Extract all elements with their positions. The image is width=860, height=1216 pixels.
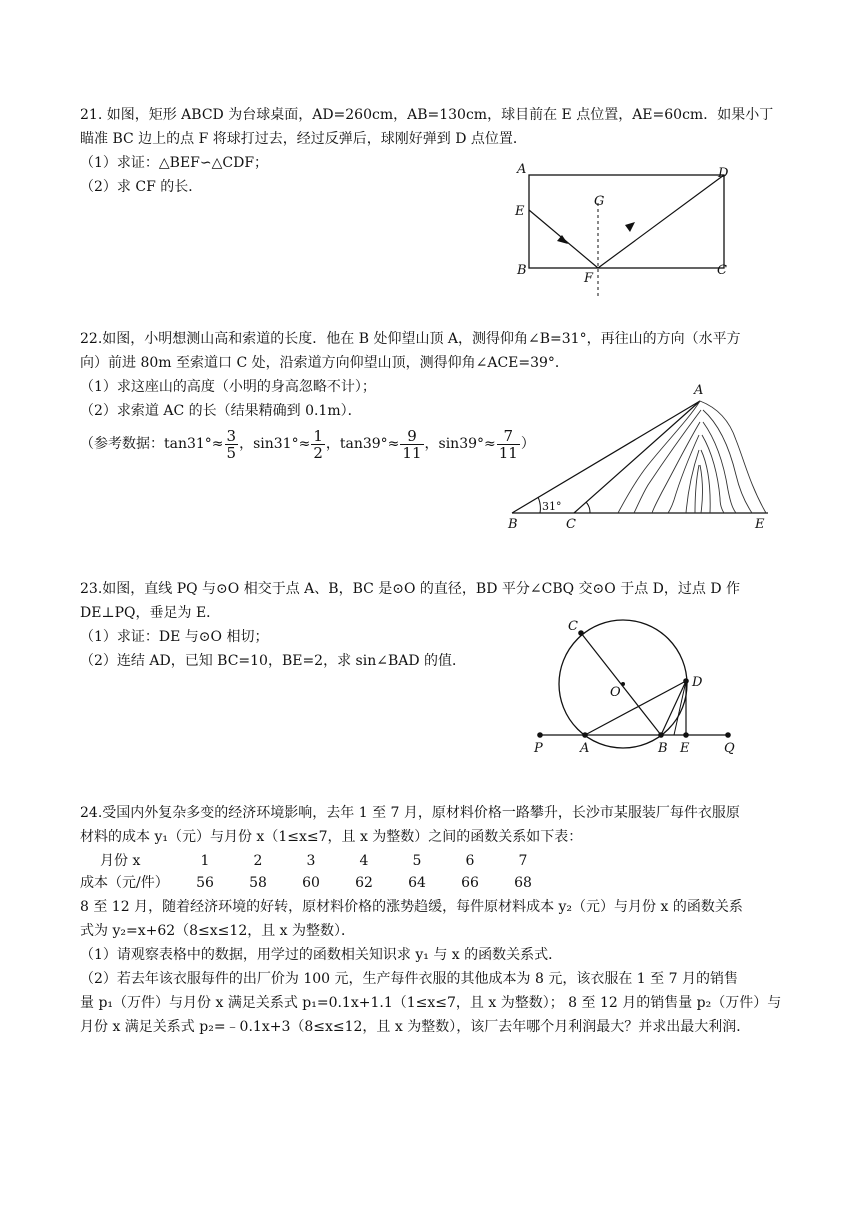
label-o: O xyxy=(610,685,621,700)
q22-line1: 22.如图，小明想测山高和索道的长度．他在 B 处仰望山顶 A，测得仰角∠B=31°，再往山的方向（水平方 xyxy=(80,331,741,347)
q21-figure xyxy=(505,158,745,298)
label-d: D xyxy=(718,166,729,181)
label-c: C xyxy=(717,263,727,278)
q24-part2c: 月份 x 满足关系式 p₂=﹣0.1x+3（8≤x≤12，且 x 为整数），该厂去年哪个月利润最大？并求出最大利润． xyxy=(80,1019,751,1035)
cost-cell: 66 xyxy=(461,875,479,891)
month-cell: 7 xyxy=(518,853,528,869)
q24-part2a: （2）若去年该衣服每件的出厂价为 100 元，生产每件衣服的其他成本为 8 元，该衣服在 1 至 7 月的销售 xyxy=(80,971,738,987)
month-cell: 5 xyxy=(412,853,422,869)
month-cell: 2 xyxy=(253,853,263,869)
path-fd xyxy=(598,175,724,268)
arrow-fd xyxy=(625,222,635,232)
label-p: P xyxy=(534,741,543,756)
rect-abcd xyxy=(529,175,724,268)
label-c: C xyxy=(566,517,576,530)
label-a: A xyxy=(580,741,590,756)
q24-line3: 8 至 12 月，随着经济环境的好转，原材料价格的涨势趋缓，每件原材料成本 y₂（元）与月份 x 的函数关系 xyxy=(80,899,743,915)
label-f: F xyxy=(584,271,594,286)
label-angle-31: 31° xyxy=(542,500,562,513)
q22-part2: （2）求索道 AC 的长（结果精确到 0.1m）． xyxy=(80,403,362,419)
q24-part1: （1）请观察表格中的数据，用学过的函数相关知识求 y₁ 与 x 的函数关系式． xyxy=(80,947,563,963)
mountain-contours xyxy=(618,401,766,513)
month-cell: 3 xyxy=(306,853,316,869)
label-b: B xyxy=(508,517,518,530)
q24-line4: 式为 y₂=x+62（8≤x≤12，且 x 为整数）． xyxy=(80,923,356,939)
q22-figure xyxy=(498,380,778,530)
month-cell: 4 xyxy=(359,853,369,869)
angle-b-arc xyxy=(538,497,540,513)
frac-tan39: $\frac{9}{11}$ xyxy=(402,426,422,462)
label-q: Q xyxy=(724,741,735,756)
label-b: B xyxy=(658,741,668,756)
label-e: E xyxy=(515,204,525,219)
q22-reference: （参考数据：tan31°≈ $\frac{3}{5}$ ，sin31°≈ $\frac{1}{2}$ ，tan39°≈ $\frac{9}{11}$ ，sin39°≈ $\frac{7}{11}$ ） xyxy=(80,426,535,462)
cost-cell: 64 xyxy=(408,875,426,891)
label-g: G xyxy=(594,194,605,209)
q24-line1: 24.受国内外复杂多变的经济环境影响，去年 1 至 7 月，原材料价格一路攀升，长沙市某服装厂每件衣服原 xyxy=(80,805,740,821)
q24-part2b: 量 p₁（万件）与月份 x 满足关系式 p₁=0.1x+1.1（1≤x≤7，且 x 为整数）； 8 至 12 月的销售量 p₂（万件）与 xyxy=(80,995,782,1011)
label-a: A xyxy=(694,383,704,398)
cost-cell: 56 xyxy=(196,875,214,891)
q22-part1: （1）求这座山的高度（小明的身高忽略不计）； xyxy=(80,379,376,395)
frac-sin31: $\frac{1}{2}$ xyxy=(313,426,323,462)
q21-line1: 21. 如图，矩形 ABCD 为台球桌面，AD=260cm，AB=130cm，球目前在 E 点位置，AE=60cm．如果小丁 xyxy=(80,107,774,123)
q21-part1: （1）求证：△BEF∽△CDF； xyxy=(80,155,269,171)
q23-figure xyxy=(528,608,748,758)
month-cell: 6 xyxy=(465,853,475,869)
angle-c-arc xyxy=(586,502,590,513)
frac-tan31: $\frac{3}{5}$ xyxy=(226,426,237,462)
cost-label: 成本（元/件） xyxy=(80,875,169,891)
label-d: D xyxy=(692,675,703,690)
label-e: E xyxy=(680,741,690,756)
arrow-ef xyxy=(557,235,568,244)
q21-line2: 瞄准 BC 边上的点 F 将球打过去，经过反弹后，球刚好弹到 D 点位置． xyxy=(80,131,527,147)
q22-line2: 向）前进 80m 至索道口 C 处，沿索道方向仰望山顶，测得仰角∠ACE=39°． xyxy=(80,355,569,371)
frac-sin39: $\frac{7}{11}$ xyxy=(498,426,518,462)
q23-line2: DE⊥PQ，垂足为 E． xyxy=(80,605,221,621)
q24-line2: 材料的成本 y₁（元）与月份 x（1≤x≤7，且 x 为整数）之间的函数关系如下表： xyxy=(80,829,583,845)
q23-part2: （2）连结 AD，已知 BC=10，BE=2，求 sin∠BAD 的值． xyxy=(80,653,467,669)
label-a: A xyxy=(517,162,527,177)
line-ba xyxy=(512,401,700,513)
label-b: B xyxy=(517,263,527,278)
month-cell: 1 xyxy=(200,853,210,869)
q23-part1: （1）求证：DE 与⊙O 相切； xyxy=(80,629,269,645)
cost-cell: 58 xyxy=(249,875,267,891)
cost-cell: 62 xyxy=(355,875,373,891)
chord-d xyxy=(674,681,686,735)
month-label: 月份 x xyxy=(100,853,141,869)
q21-part2: （2）求 CF 的长． xyxy=(80,179,203,195)
label-c: C xyxy=(568,619,578,634)
cost-cell: 68 xyxy=(514,875,532,891)
q23-line1: 23.如图，直线 PQ 与⊙O 相交于点 A、B，BC 是⊙O 的直径，BD 平分∠CBQ 交⊙O 于点 D，过点 D 作 xyxy=(80,581,741,597)
label-e: E xyxy=(755,517,765,530)
cost-cell: 60 xyxy=(302,875,320,891)
